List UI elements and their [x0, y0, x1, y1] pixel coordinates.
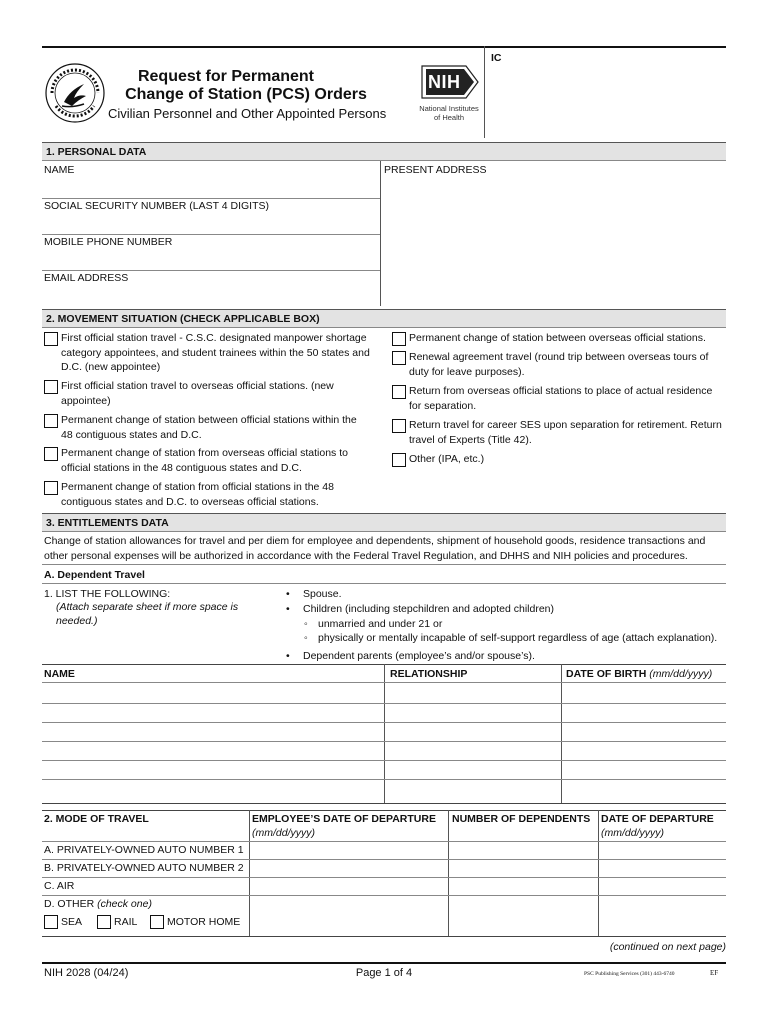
- col-divider: [561, 664, 562, 803]
- list-note: (Attach separate sheet if more space is needed.): [56, 601, 239, 627]
- row-air-label: C. AIR: [44, 880, 75, 892]
- option-overseas-to-contiguous-label: Permanent change of station from overseas official stations to official stations in the 48 contiguous states and D.C.: [61, 447, 348, 474]
- option-overseas-to-contiguous-checkbox[interactable]: [44, 447, 58, 461]
- table-row[interactable]: [42, 682, 726, 683]
- col-divider: [384, 664, 385, 803]
- rule: [42, 810, 726, 811]
- motor-home-checkbox[interactable]: [150, 915, 164, 929]
- option-first-overseas-checkbox[interactable]: [44, 380, 58, 394]
- col-divider: [249, 810, 250, 937]
- top-rule: [42, 46, 726, 48]
- name-label: NAME: [44, 164, 75, 176]
- option-contiguous-to-overseas-checkbox[interactable]: [44, 481, 58, 495]
- motor-home-label: MOTOR HOME: [167, 916, 241, 928]
- option-first-station-checkbox[interactable]: [44, 332, 58, 346]
- mobile-field[interactable]: [42, 250, 378, 268]
- rule: [42, 877, 726, 878]
- sub-bullet-under21: unmarried and under 21 or: [318, 618, 443, 630]
- section1-divider: [380, 161, 381, 306]
- mobile-label: MOBILE PHONE NUMBER: [44, 236, 173, 248]
- nih-name: [412, 104, 486, 122]
- continued-note: (continued on next page): [609, 941, 726, 953]
- form-title-line2: Change of Station (PCS) Orders: [125, 86, 367, 103]
- num-dependents-header: NUMBER OF DEPENDENTS: [452, 813, 591, 825]
- nih-logo-icon: [420, 64, 480, 100]
- option-pcs-contiguous-checkbox[interactable]: [44, 414, 58, 428]
- table-row[interactable]: [42, 779, 726, 780]
- section2-header: 2. MOVEMENT SITUATION (CHECK APPLICABLE BOX): [42, 309, 726, 328]
- option-return-separation-label: Return from overseas official stations to place of actual residence for separation.: [409, 385, 713, 412]
- rail-label: RAIL: [114, 916, 138, 928]
- present-address-label: PRESENT ADDRESS: [384, 164, 487, 176]
- row-other-note: (check one): [97, 898, 152, 910]
- rule: [42, 895, 726, 896]
- sea-checkbox[interactable]: [44, 915, 58, 929]
- section3-header: 3. ENTITLEMENTS DATA: [42, 513, 726, 532]
- row-other-text: D. OTHER: [44, 898, 95, 910]
- option-return-ses-checkbox[interactable]: [392, 419, 406, 433]
- col-dob-header: [566, 667, 712, 681]
- row-pov1-label: A. PRIVATELY-OWNED AUTO NUMBER 1: [44, 844, 244, 856]
- sea-label: SEA: [61, 916, 83, 928]
- form-title-line1: Request for Permanent: [137, 68, 315, 85]
- dependent-travel-title: A. Dependent Travel: [44, 569, 145, 581]
- option-between-overseas-checkbox[interactable]: [392, 332, 406, 346]
- table-row[interactable]: [42, 741, 726, 742]
- rail-checkbox[interactable]: [97, 915, 111, 929]
- option-renewal-agreement-label: Renewal agreement travel (round trip between overseas tours of duty for leave purposes).: [409, 351, 709, 378]
- footer-rule: [42, 962, 726, 964]
- date-departure-format: (mm/dd/yyyy): [601, 827, 664, 839]
- list-label: 1. LIST THE FOLLOWING:: [44, 588, 171, 600]
- rule: [42, 583, 726, 584]
- option-between-overseas-label: Permanent change of station between overseas official stations.: [409, 332, 706, 344]
- col-dob-label: DATE OF BIRTH: [566, 668, 647, 680]
- bullet-children: Children (including stepchildren and adopted children): [303, 603, 554, 615]
- emp-departure-label: EMPLOYEE’S DATE OF DEPARTURE: [252, 813, 436, 825]
- nih-name-line2: of Health: [433, 113, 465, 122]
- row-pov2-label: B. PRIVATELY-OWNED AUTO NUMBER 2: [44, 862, 244, 874]
- page-number: Page 1 of 4: [355, 967, 413, 979]
- nih-logo-text: NIH: [428, 72, 461, 92]
- email-field[interactable]: [42, 286, 378, 304]
- bullet-dot: •: [286, 603, 290, 615]
- ssn-label: SOCIAL SECURITY NUMBER (LAST 4 DIGITS): [44, 200, 270, 212]
- ic-label: IC: [491, 52, 502, 64]
- option-other-checkbox[interactable]: [392, 453, 406, 467]
- name-field[interactable]: [42, 176, 378, 196]
- form-page: [42, 44, 726, 1004]
- table-row[interactable]: [42, 760, 726, 761]
- form-subtitle: Civilian Personnel and Other Appointed Persons: [108, 106, 387, 121]
- option-first-station-label: First official station travel - C.S.C. designated manpower shortage category appointees, and student trainees within the 50 states and D.C. (new appointee): [61, 332, 370, 373]
- ef-mark: EF: [710, 969, 719, 977]
- sub-bullet-dot: ◦: [304, 618, 308, 630]
- hhs-seal-icon: [44, 62, 106, 124]
- form-id: NIH 2028 (04/24): [44, 967, 129, 979]
- publisher-credit: PSC Publishing Services (301) 443-6740: [584, 971, 675, 977]
- rule: [42, 564, 726, 565]
- mode-of-travel-title: 2. MODE OF TRAVEL: [44, 813, 149, 825]
- col-name-header: NAME: [44, 668, 75, 680]
- option-contiguous-to-overseas-label: Permanent change of station from official stations in the 48 contiguous states and D.C. to overseas official stations.: [61, 481, 334, 508]
- bullet-spouse: Spouse.: [303, 588, 342, 600]
- rule: [42, 841, 726, 842]
- bullet-dot: •: [286, 650, 290, 662]
- option-return-ses-label: Return travel for career SES upon separation for retirement. Return travel of Experts (Title 42).: [409, 419, 722, 446]
- entitlements-intro: Change of station allowances for travel and per diem for employee and dependents, shipment of household goods, residence transactions and other personal expenses will be authorized in accordance with the Federal Travel Regulation, and DHHS and NIH policies and procedures.: [44, 535, 706, 562]
- option-renewal-agreement-checkbox[interactable]: [392, 351, 406, 365]
- emp-departure-header: [252, 812, 448, 840]
- bullet-dot: •: [286, 588, 290, 600]
- row-other-label: [44, 897, 152, 911]
- sub-bullet-incapable: physically or mentally incapable of self-support regardless of age (attach explanation).: [318, 632, 718, 644]
- email-label: EMAIL ADDRESS: [44, 272, 129, 284]
- bullet-parents: Dependent parents (employee’s and/or spouse’s).: [303, 650, 535, 662]
- section1-header: 1. PERSONAL DATA: [42, 142, 726, 161]
- option-return-separation-checkbox[interactable]: [392, 385, 406, 399]
- present-address-field[interactable]: [382, 176, 724, 304]
- col-relationship-header: RELATIONSHIP: [390, 668, 468, 680]
- rule: [42, 936, 726, 937]
- sub-bullet-dot: ◦: [304, 632, 308, 644]
- col-divider: [598, 810, 599, 937]
- option-first-overseas-label: First official station travel to overseas official stations. (new appointee): [61, 380, 334, 407]
- emp-departure-format: (mm/dd/yyyy): [252, 827, 315, 839]
- date-departure-header: [601, 812, 725, 840]
- col-dob-format: (mm/dd/yyyy): [649, 668, 713, 680]
- rule: [42, 803, 726, 804]
- option-other-label: Other (IPA, etc.): [409, 453, 485, 465]
- table-row[interactable]: [42, 703, 726, 704]
- rule: [42, 859, 726, 860]
- nih-name-line1: National Institutes: [419, 104, 479, 113]
- col-divider: [448, 810, 449, 937]
- ic-divider: [484, 46, 485, 138]
- ssn-field[interactable]: [42, 214, 378, 232]
- table-row[interactable]: [42, 722, 726, 723]
- option-pcs-contiguous-label: Permanent change of station between official stations within the 48 contiguous states and D.C.: [61, 414, 357, 441]
- date-departure-label: DATE OF DEPARTURE: [601, 813, 714, 825]
